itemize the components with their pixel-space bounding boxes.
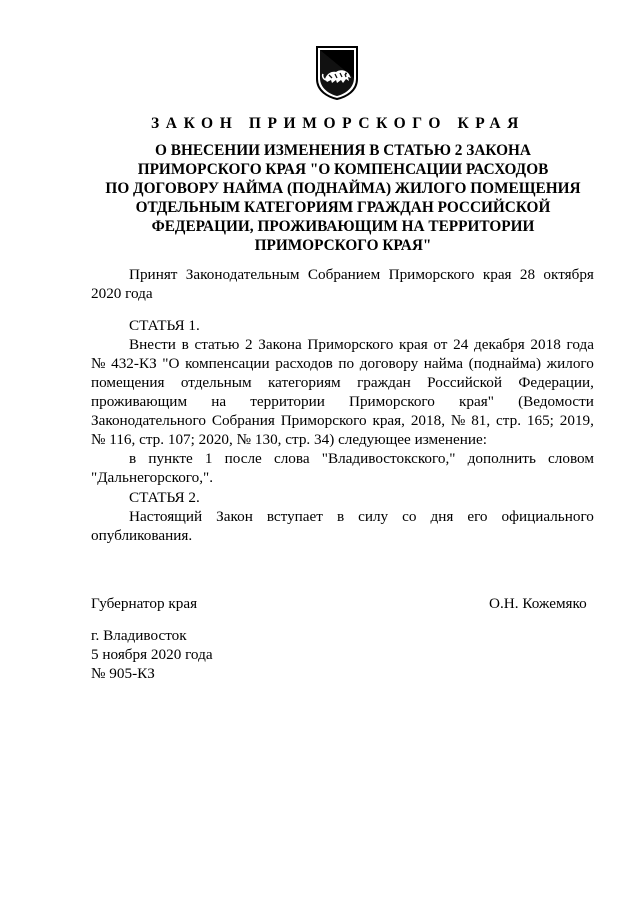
word: № [91, 355, 106, 372]
word: от [433, 336, 448, 353]
word: 2 [245, 336, 253, 353]
paragraph-line [91, 335, 594, 354]
word: Закона [258, 336, 302, 353]
subtitle-line: ОТДЕЛЬНЫМ КАТЕГОРИЯМ ГРАЖДАН РОССИЙСКОЙ [135, 199, 551, 216]
word: стр. [496, 412, 522, 429]
word: Приморского [307, 336, 394, 353]
article-1-heading: СТАТЬЯ 1. [129, 317, 200, 334]
word: 1 [204, 450, 213, 467]
word: Внести [129, 336, 176, 353]
word: края [482, 266, 512, 283]
word: в [129, 450, 137, 467]
subtitle-line: ПО ДОГОВОРУ НАЙМА (ПОДНАЙМА) ЖИЛОГО ПОМЕЩЕНИЯ [105, 180, 581, 197]
word: 2019, [559, 412, 594, 429]
article-1 [91, 316, 594, 487]
word: 2018, [410, 412, 445, 429]
word: Законодательного [91, 412, 206, 429]
word: после [224, 450, 262, 467]
article-2 [91, 488, 594, 545]
word: найма [423, 355, 464, 372]
word: Собранием [307, 266, 381, 283]
word: силу [358, 508, 389, 525]
signatory-name: О.Н. Кожемяко [489, 595, 587, 612]
law-title: ЗАКОН ПРИМОРСКОГО КРАЯ [151, 115, 525, 132]
word: 81, [471, 412, 491, 429]
word: пункте [148, 450, 193, 467]
word: граждан [357, 374, 411, 391]
word: декабря [474, 336, 525, 353]
word: официального [501, 508, 594, 525]
word: края [399, 336, 428, 353]
word: Принят [129, 266, 178, 283]
word: Российской [427, 374, 502, 391]
word: Собрания [211, 412, 275, 429]
word: 432-КЗ [111, 355, 157, 372]
word: компенсации [185, 355, 270, 372]
signing-date: 5 ноября 2020 года [91, 646, 213, 663]
paragraph-line [91, 449, 594, 468]
word: слова [273, 450, 310, 467]
word: в [336, 508, 345, 525]
paragraph-line [91, 507, 594, 526]
word: Федерации, [518, 374, 594, 391]
adoption-paragraph [91, 265, 594, 303]
word: "Владивостокского," [321, 450, 456, 467]
subtitle-line: О ВНЕСЕНИИ ИЗМЕНЕНИЯ В СТАТЬЮ 2 ЗАКОНА [155, 142, 531, 159]
word: статью [194, 336, 240, 353]
word: края" [459, 393, 494, 410]
word: договору [359, 355, 419, 372]
word: территории [250, 393, 325, 410]
word: 24 [453, 336, 469, 353]
word: Приморского [348, 393, 435, 410]
word: проживающим [91, 393, 188, 410]
word: Закон [216, 508, 253, 525]
word: 28 [519, 266, 536, 283]
signatory-position: Губернатор края [91, 595, 198, 612]
word: словом [548, 450, 594, 467]
word: по [338, 355, 355, 372]
word: № [450, 412, 466, 429]
word: октября [543, 266, 594, 283]
paragraph-line [91, 411, 594, 430]
law-subtitle [100, 141, 586, 255]
word: отдельным [180, 374, 252, 391]
word: со [402, 508, 417, 525]
word: 2018 [530, 336, 561, 353]
word: Законодательным [185, 266, 300, 283]
word: его [467, 508, 488, 525]
word: категориям [268, 374, 341, 391]
word: дополнить [467, 450, 536, 467]
law-number: № 905-КЗ [91, 665, 155, 682]
paragraph-line: № 116, стр. 107; 2020, № 130, стр. 34) следующее изменение: [91, 431, 487, 448]
paragraph-line: опубликования. [91, 527, 193, 544]
paragraph-line [91, 392, 594, 411]
paragraph-line [91, 265, 594, 284]
word: помещения [91, 374, 165, 391]
subtitle-line: ПРИМОРСКОГО КРАЯ" [254, 237, 432, 254]
paragraph-line: "Дальнегорского,". [91, 469, 214, 486]
word: Настоящий [129, 508, 203, 525]
word: "О [162, 355, 180, 372]
document-footer [91, 626, 213, 683]
word: на [211, 393, 227, 410]
word: Приморского [388, 266, 475, 283]
word: края, [372, 412, 405, 429]
word: (Ведомости [518, 393, 594, 410]
word: в [181, 336, 189, 353]
paragraph-line [91, 354, 594, 373]
word: года [566, 336, 594, 353]
word: (поднайма) [468, 355, 542, 372]
primorsky-krai-coat-of-arms-icon [315, 45, 359, 100]
place-of-signing: г. Владивосток [91, 627, 187, 644]
word: расходов [275, 355, 333, 372]
article-2-heading: СТАТЬЯ 2. [129, 489, 200, 506]
subtitle-line: ФЕДЕРАЦИИ, ПРОЖИВАЮЩИМ НА ТЕРРИТОРИИ [151, 218, 535, 235]
subtitle-line: ПРИМОРСКОГО КРАЯ "О КОМПЕНСАЦИИ РАСХОДОВ [137, 161, 549, 178]
paragraph-line: 2020 года [91, 285, 153, 302]
word: вступает [266, 508, 323, 525]
word: жилого [546, 355, 594, 372]
word: 165; [526, 412, 554, 429]
word: Приморского [280, 412, 367, 429]
paragraph-line [91, 373, 594, 392]
word: дня [430, 508, 454, 525]
